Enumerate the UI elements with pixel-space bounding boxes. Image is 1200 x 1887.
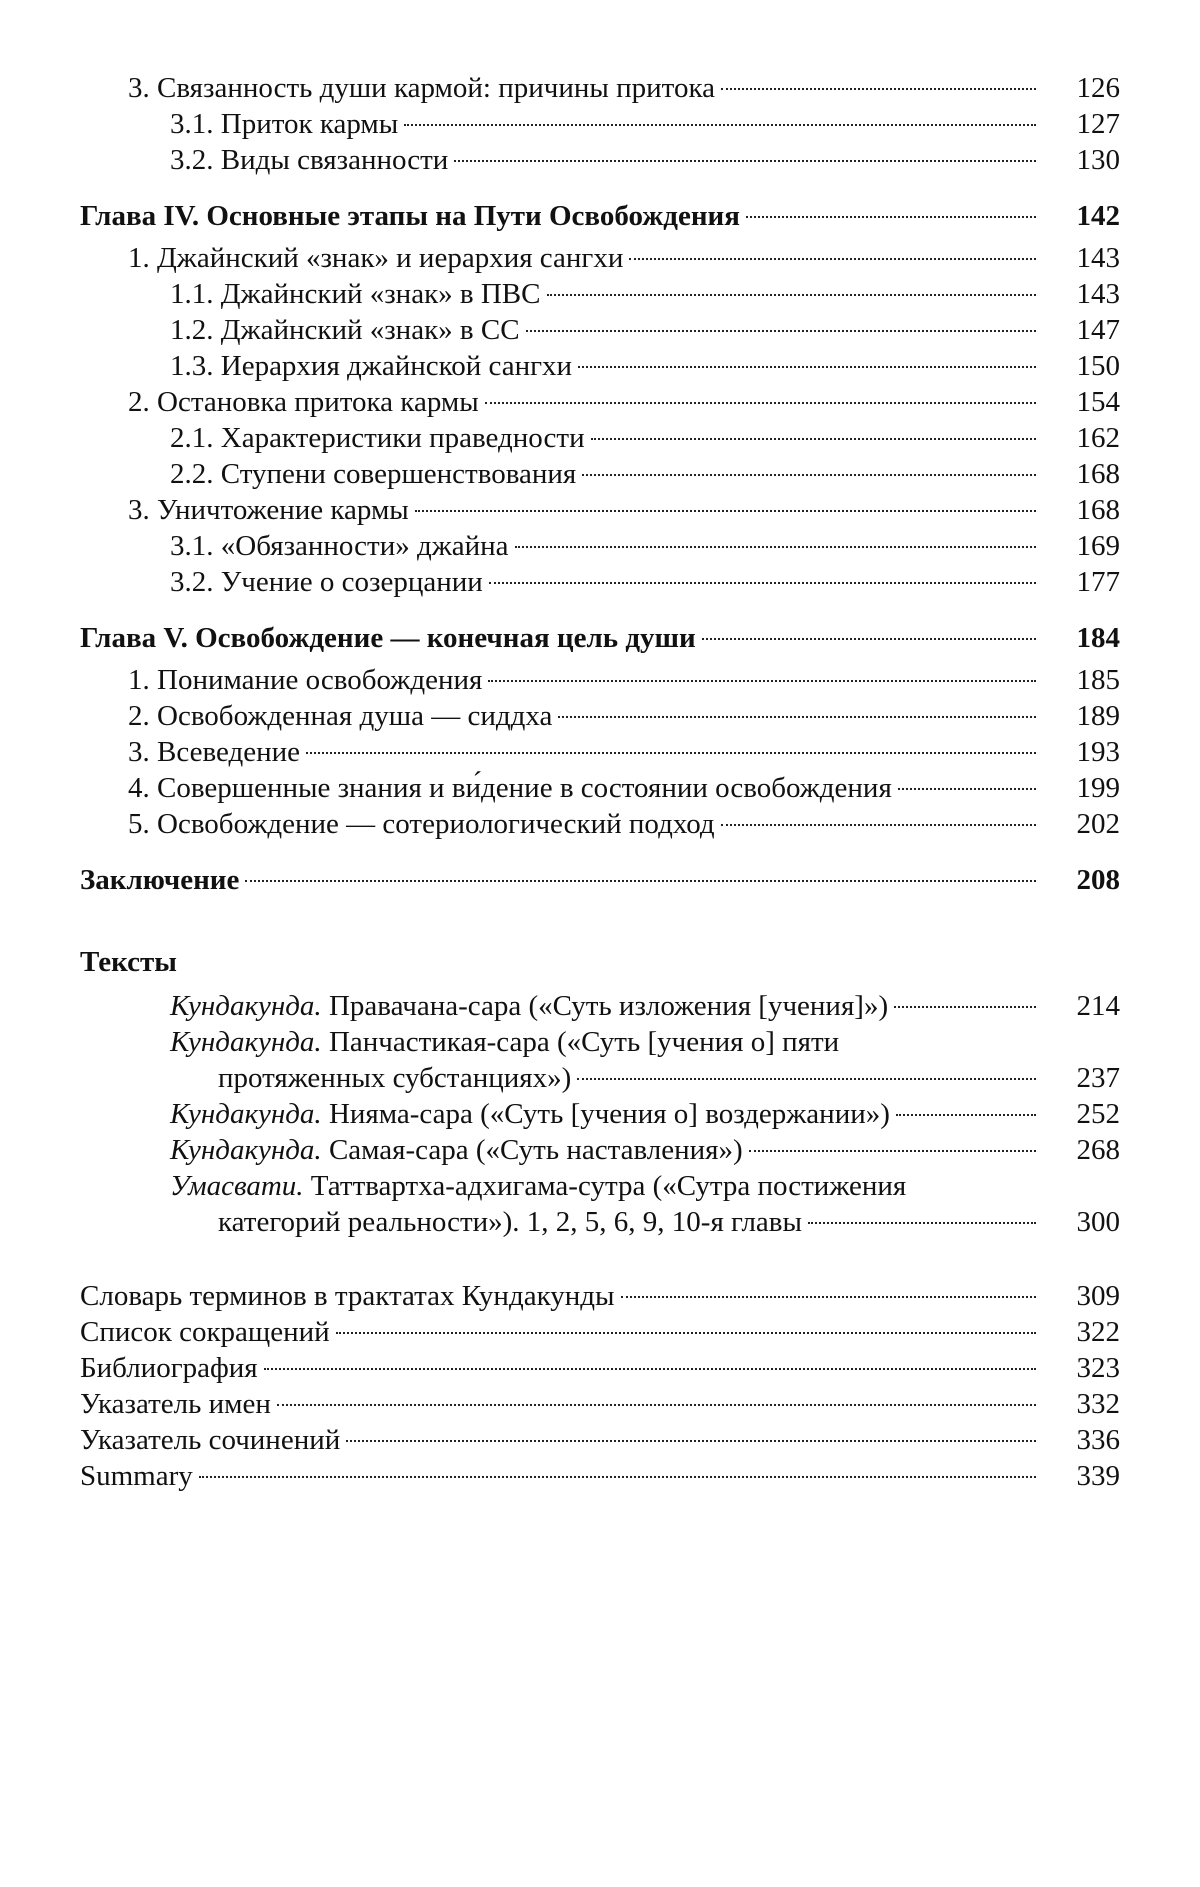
- toc-entry: [80, 70, 1120, 106]
- toc-entry-page: 168: [1076, 494, 1120, 526]
- dot-leader: [526, 330, 1036, 332]
- toc-entry-page: 237: [1076, 1062, 1120, 1094]
- toc-entry-page: 199: [1076, 772, 1120, 804]
- dot-leader: [808, 1222, 1036, 1224]
- toc-text-entry: [80, 1168, 1120, 1204]
- toc-entry-title: Список сокращений: [80, 1316, 330, 1348]
- toc-entry-title: Словарь терминов в трактатах Кундакунды: [80, 1280, 615, 1312]
- toc-entry-title: Указатель имен: [80, 1388, 271, 1420]
- toc-entry-title: 2. Освобожденная душа — сиддха: [128, 700, 553, 732]
- toc-entry-title: [170, 988, 888, 1024]
- toc-chapter-4: [80, 198, 1120, 234]
- author-name: Кундакунда.: [170, 990, 322, 1022]
- toc-entry-page: 189: [1076, 700, 1120, 732]
- toc-backmatter-entry: [80, 1422, 1120, 1458]
- toc-entry-title: 2.2. Ступени совершенствования: [170, 458, 577, 490]
- toc-conclusion: [80, 862, 1120, 898]
- dot-leader: [896, 1114, 1036, 1116]
- dot-leader: [629, 258, 1036, 260]
- toc-chapter-5: [80, 620, 1120, 656]
- toc-entry-title: 3.2. Виды связанности: [170, 144, 449, 176]
- toc-entry-title: 1.3. Иерархия джайнской сангхи: [170, 350, 573, 382]
- toc-entry-title: 3. Связанность души кармой: причины притока: [128, 72, 715, 104]
- toc-backmatter-entry: [80, 1386, 1120, 1422]
- toc-entry-title: 1. Понимание освобождения: [128, 664, 483, 696]
- toc-entry-title: 4. Совершенные знания и ви́дение в состоянии освобождения: [128, 772, 892, 804]
- dot-leader: [894, 1006, 1036, 1008]
- toc-entry-title: Библиография: [80, 1352, 258, 1384]
- toc-text-entry-continuation: [80, 1060, 1120, 1096]
- toc-entry-title: 2. Остановка притока кармы: [128, 386, 479, 418]
- toc-entry-page: 162: [1076, 422, 1120, 454]
- toc-entry-page: 143: [1076, 242, 1120, 274]
- toc-backmatter-entry: [80, 1314, 1120, 1350]
- toc-entry-page: 177: [1076, 566, 1120, 598]
- toc-entry-title: 3.2. Учение о созерцании: [170, 566, 483, 598]
- toc-entry-title: 1.1. Джайнский «знак» в ПВС: [170, 278, 541, 310]
- toc-entry-page: 214: [1076, 990, 1120, 1022]
- dot-leader: [577, 1078, 1036, 1080]
- toc-entry: [80, 420, 1120, 456]
- dot-leader: [721, 824, 1036, 826]
- dot-leader: [489, 582, 1036, 584]
- toc-entry-page: 143: [1076, 278, 1120, 310]
- work-title: Нияма-сара («Суть [учения о] воздержании»): [321, 1098, 890, 1130]
- toc-entry-page: 168: [1076, 458, 1120, 490]
- toc-entry-page: 309: [1076, 1280, 1120, 1312]
- toc-text-entry: [80, 1096, 1120, 1132]
- toc-entry-page: 300: [1076, 1206, 1120, 1238]
- toc-entry-title: Summary: [80, 1460, 193, 1492]
- toc-text-entry-continuation: [80, 1204, 1120, 1240]
- author-name: Кундакунда.: [170, 1134, 322, 1166]
- author-name: Кундакунда.: [170, 1098, 322, 1130]
- toc-backmatter-entry: [80, 1278, 1120, 1314]
- toc-entry-title: 1. Джайнский «знак» и иерархия сангхи: [128, 242, 624, 274]
- toc-entry-page: 202: [1076, 808, 1120, 840]
- toc-entry-page: 126: [1076, 72, 1120, 104]
- dot-leader: [515, 546, 1036, 548]
- toc-entry: [80, 348, 1120, 384]
- toc-backmatter-entry: [80, 1350, 1120, 1386]
- toc-entry-page: 147: [1076, 314, 1120, 346]
- toc-entry: [80, 240, 1120, 276]
- toc-entry: [80, 312, 1120, 348]
- dot-leader: [547, 294, 1037, 296]
- toc-entry-title: 2.1. Характеристики праведности: [170, 422, 585, 454]
- toc-entry: [80, 456, 1120, 492]
- toc-entry: [80, 492, 1120, 528]
- chapter-title: Глава V. Освобождение — конечная цель души: [80, 622, 696, 654]
- dot-leader: [199, 1476, 1036, 1478]
- conclusion-page: 208: [1076, 864, 1120, 896]
- conclusion-title: Заключение: [80, 864, 240, 896]
- toc-entry-page: 185: [1076, 664, 1120, 696]
- dot-leader: [336, 1332, 1036, 1334]
- author-name: Кундакунда.: [170, 1026, 322, 1058]
- toc-entry-page: 336: [1076, 1424, 1120, 1456]
- toc-entry-page: 150: [1076, 350, 1120, 382]
- toc-entry: [80, 698, 1120, 734]
- toc-backmatter-entry: [80, 1458, 1120, 1494]
- dot-leader: [264, 1368, 1036, 1370]
- dot-leader: [485, 402, 1036, 404]
- toc-entry: [80, 806, 1120, 842]
- dot-leader: [591, 438, 1036, 440]
- work-title: Самая-сара («Суть наставления»): [321, 1134, 743, 1166]
- toc-entry-title: [170, 1024, 839, 1060]
- dot-leader: [346, 1440, 1036, 1442]
- toc-entry-title: 1.2. Джайнский «знак» в СС: [170, 314, 520, 346]
- toc-entry-title: [170, 1096, 890, 1132]
- toc-entry-page: 127: [1076, 108, 1120, 140]
- toc-entry-title: 3. Уничтожение кармы: [128, 494, 409, 526]
- dot-leader: [277, 1404, 1036, 1406]
- toc-entry-title: 3. Всеведение: [128, 736, 300, 768]
- toc-entry-page: 130: [1076, 144, 1120, 176]
- table-of-contents: [80, 70, 1120, 1494]
- toc-entry-title: [170, 1132, 743, 1168]
- dot-leader: [721, 88, 1036, 90]
- work-title-continuation: протяженных субстанциях»): [218, 1062, 572, 1094]
- author-name: Умасвати.: [170, 1170, 304, 1202]
- toc-entry-page: 322: [1076, 1316, 1120, 1348]
- dot-leader: [702, 638, 1036, 640]
- toc-entry-page: 252: [1076, 1098, 1120, 1130]
- dot-leader: [749, 1150, 1036, 1152]
- toc-entry-title: [170, 1168, 906, 1204]
- toc-entry-page: 154: [1076, 386, 1120, 418]
- chapter-title: Глава IV. Основные этапы на Пути Освобождения: [80, 200, 740, 232]
- toc-entry: [80, 106, 1120, 142]
- toc-entry-page: 268: [1076, 1134, 1120, 1166]
- toc-text-entry: [80, 1132, 1120, 1168]
- dot-leader: [746, 216, 1036, 218]
- work-title: Панчастикая-сара («Суть [учения о] пяти: [321, 1026, 840, 1058]
- toc-entry-title: Указатель сочинений: [80, 1424, 341, 1456]
- toc-entry: [80, 734, 1120, 770]
- toc-entry: [80, 276, 1120, 312]
- dot-leader: [454, 160, 1036, 162]
- dot-leader: [488, 680, 1036, 682]
- dot-leader: [898, 788, 1036, 790]
- work-title-continuation: категорий реальности»). 1, 2, 5, 6, 9, 10-я главы: [218, 1206, 802, 1238]
- toc-entry: [80, 662, 1120, 698]
- work-title: Таттвартха-адхигама-сутра («Сутра постижения: [303, 1170, 907, 1202]
- dot-leader: [578, 366, 1036, 368]
- dot-leader: [404, 124, 1036, 126]
- texts-heading: Тексты: [80, 946, 177, 978]
- toc-entry: [80, 564, 1120, 600]
- toc-entry-page: 193: [1076, 736, 1120, 768]
- spacer: [80, 1240, 1120, 1278]
- toc-entry-page: 169: [1076, 530, 1120, 562]
- dot-leader: [245, 880, 1036, 882]
- toc-entry-title: 3.1. Приток кармы: [170, 108, 399, 140]
- work-title: Правачана-сара («Суть изложения [учения]»): [321, 990, 889, 1022]
- toc-entry-page: 332: [1076, 1388, 1120, 1420]
- dot-leader: [558, 716, 1036, 718]
- toc-entry-title: 5. Освобождение — сотериологический подход: [128, 808, 715, 840]
- toc-entry: [80, 384, 1120, 420]
- toc-entry: [80, 528, 1120, 564]
- dot-leader: [621, 1296, 1036, 1298]
- chapter-page: 142: [1076, 200, 1120, 232]
- toc-text-entry: [80, 988, 1120, 1024]
- toc-entry: [80, 142, 1120, 178]
- dot-leader: [415, 510, 1036, 512]
- toc-entry-page: 339: [1076, 1460, 1120, 1492]
- toc-entry-page: 323: [1076, 1352, 1120, 1384]
- toc-text-entry: [80, 1024, 1120, 1060]
- dot-leader: [582, 474, 1036, 476]
- chapter-page: 184: [1076, 622, 1120, 654]
- dot-leader: [306, 752, 1036, 754]
- toc-entry: [80, 770, 1120, 806]
- toc-entry-title: 3.1. «Обязанности» джайна: [170, 530, 509, 562]
